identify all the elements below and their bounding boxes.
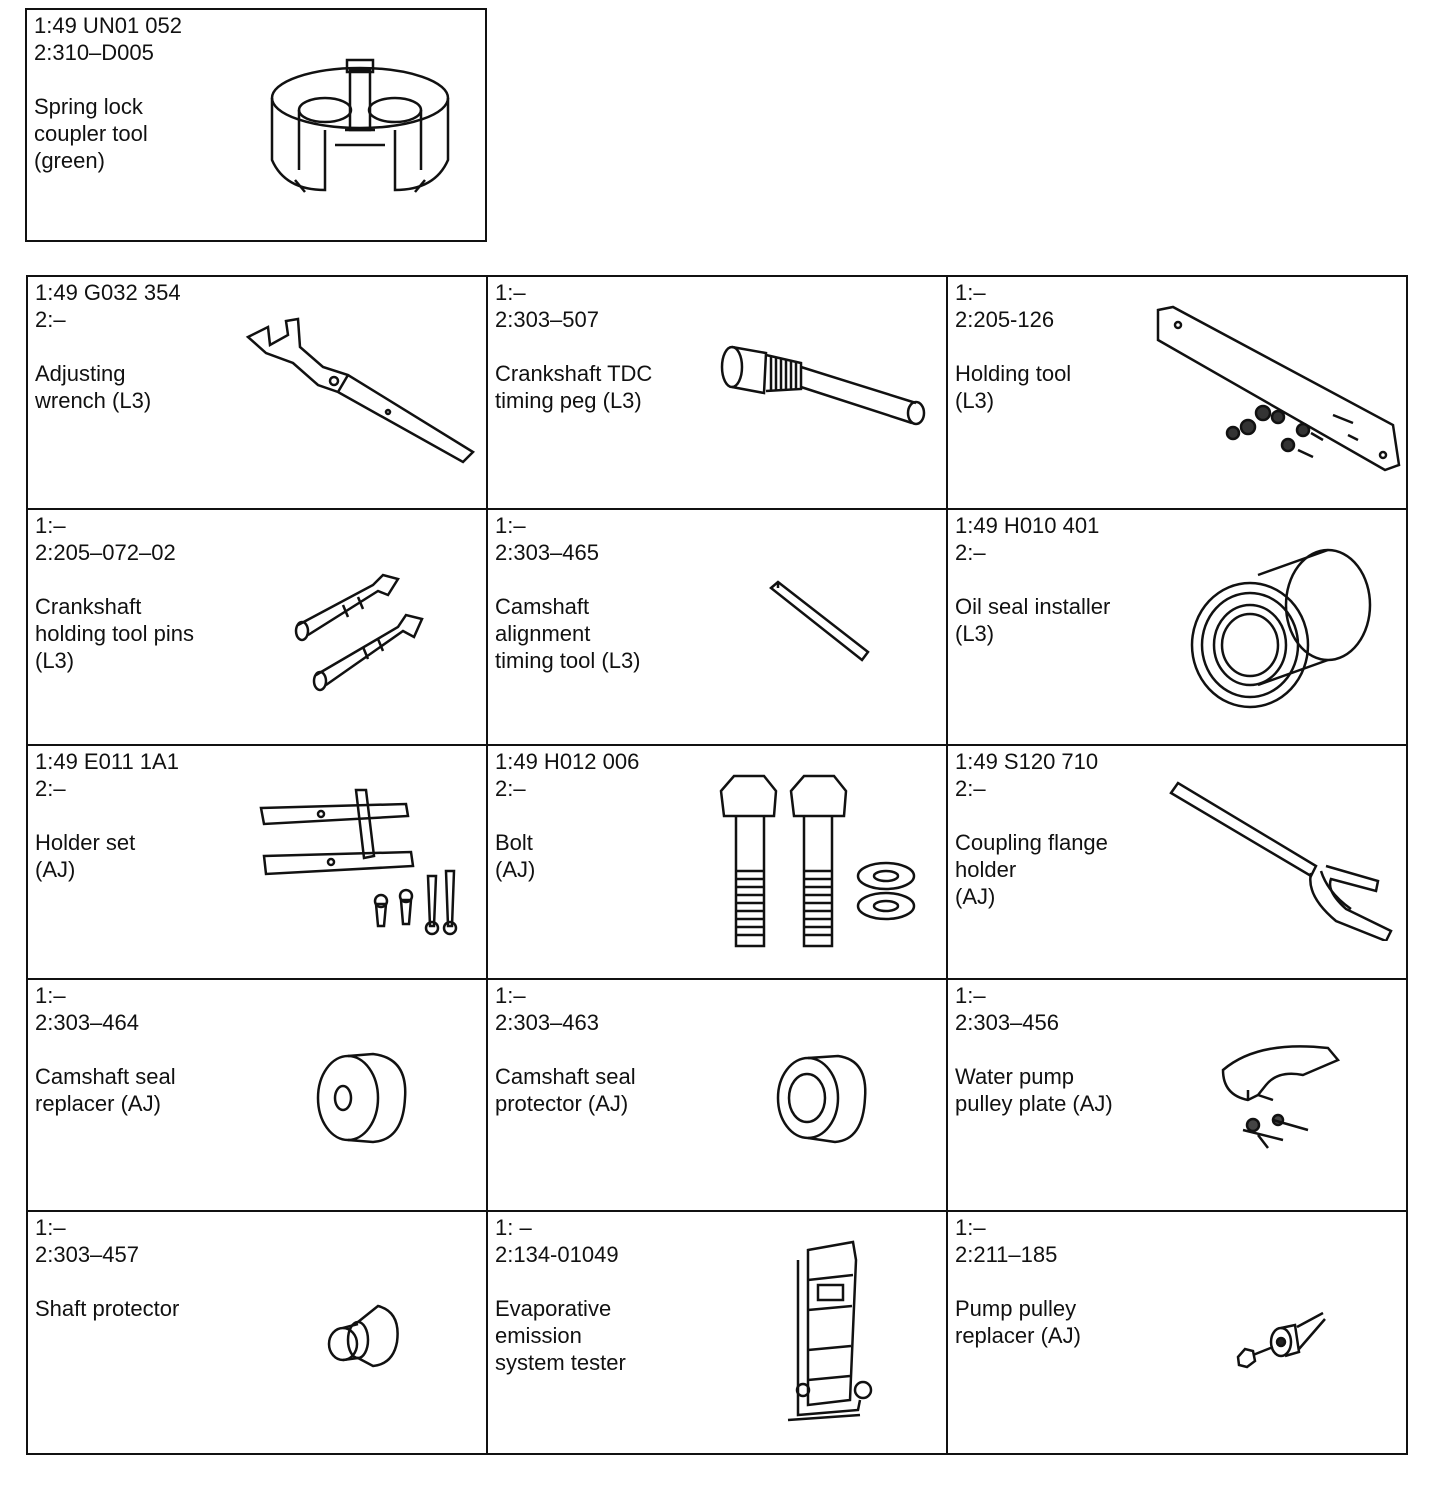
tools-table [26,275,1408,1455]
tool-text [34,12,182,174]
tool-code-1: 1:49 UN01 052 [34,13,182,38]
tool-code-1: 1:– [955,983,986,1008]
tool-card-spring-lock-coupler [25,8,487,242]
tool-card [28,980,488,1212]
tool-name: Pump pulley replacer (AJ) [955,1296,1081,1348]
tool-code-2: 2:310–D005 [34,40,154,65]
tool-name: Holding tool (L3) [955,361,1072,413]
seal-replacer-icon [313,1048,413,1148]
tool-name: Adjusting wrench (L3) [35,361,152,413]
oil-seal-installer-icon [1188,545,1378,715]
tool-code-1: 1:– [955,280,986,305]
tool-code-2: 2:– [955,540,986,565]
tool-code-2: 2:303–507 [495,307,599,332]
tool-code-2: 2:– [955,776,986,801]
tool-card [948,277,1406,510]
tool-name: Oil seal installer (L3) [955,594,1111,646]
tool-code-1: 1:– [495,513,526,538]
tool-code-1: 1:– [35,1215,66,1240]
spring-lock-coupler-icon [265,50,455,200]
flange-holder-icon [1166,781,1396,941]
bolt-icon [716,771,931,951]
tool-code-1: 1:49 H012 006 [495,749,640,774]
tool-code-1: 1:– [35,983,66,1008]
tool-card [488,277,948,510]
tool-code-2: 2:– [35,776,66,801]
tool-code-1: 1:– [495,280,526,305]
tool-code-2: 2:303–465 [495,540,599,565]
tool-code-2: 2:303–457 [35,1242,139,1267]
tool-name: Camshaft seal protector (AJ) [495,1064,636,1116]
tool-code-1: 1:– [495,983,526,1008]
tool-code-1: 1:49 E011 1A1 [35,749,179,774]
adjusting-wrench-icon [238,317,478,467]
tool-card [948,746,1406,980]
tool-code-1: 1:49 S120 710 [955,749,1099,774]
tool-code-1: 1:– [35,513,66,538]
tool-name: Holder set (AJ) [35,830,136,882]
tool-code-2: 2:211–185 [955,1242,1058,1267]
tool-card [28,746,488,980]
tool-code-1: 1: – [495,1215,532,1240]
tool-code-1: 1:– [955,1215,986,1240]
tool-code-2: 2:303–464 [35,1010,139,1035]
holder-set-icon [256,786,466,946]
tool-card [488,1212,948,1453]
emission-tester-icon [778,1240,878,1430]
tool-name: Bolt (AJ) [495,830,536,882]
shaft-protector-icon [323,1302,403,1372]
tool-card [28,1212,488,1453]
tool-name: Camshaft alignment timing tool (L3) [495,594,641,673]
tool-code-2: 2:– [35,307,66,332]
tool-name: Crankshaft holding tool pins (L3) [35,594,195,673]
tool-code-2: 2:134-01049 [495,1242,619,1267]
tool-name: Shaft protector [35,1296,180,1321]
tool-code-2: 2:205–072–02 [35,540,176,565]
tool-code-2: 2:303–456 [955,1010,1059,1035]
tool-card [488,980,948,1212]
tool-code-1: 1:49 H010 401 [955,513,1100,538]
tool-name: Crankshaft TDC timing peg (L3) [495,361,653,413]
tool-card [28,510,488,746]
tool-code-2: 2:205-126 [955,307,1055,332]
tool-code-2: 2:303–463 [495,1010,599,1035]
tool-name: Camshaft seal replacer (AJ) [35,1064,176,1116]
tool-code-1: 1:49 G032 354 [35,280,181,305]
holding-tool-icon [1153,305,1403,485]
tool-card [948,980,1406,1212]
tool-card [488,746,948,980]
pulley-replacer-icon [1233,1307,1333,1377]
tool-code-2: 2:– [495,776,526,801]
tool-card [948,1212,1406,1453]
pulley-plate-icon [1218,1040,1348,1160]
seal-protector-icon [773,1050,873,1150]
holding-pins-icon [288,565,438,695]
tool-card [488,510,948,746]
tool-name: Evaporative emission system tester [495,1296,626,1375]
tool-name: Coupling flange holder (AJ) [955,830,1108,909]
tool-name: Spring lock coupler tool (green) [34,94,148,173]
tool-card [28,277,488,510]
tool-card [948,510,1406,746]
tool-name: Water pump pulley plate (AJ) [955,1064,1113,1116]
alignment-bar-icon [766,580,876,670]
timing-peg-icon [716,345,931,435]
